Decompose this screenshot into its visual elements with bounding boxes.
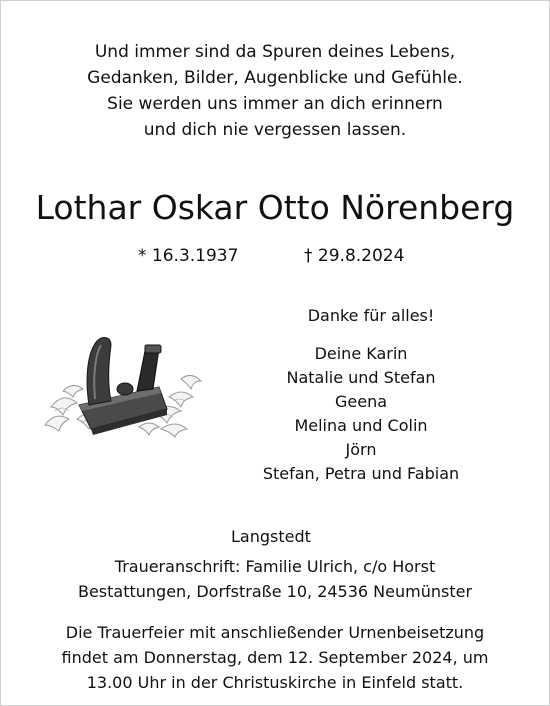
death-date: † 29.8.2024	[304, 246, 405, 266]
service-line: 13.00 Uhr in der Christuskirche in Einfeld statt.	[86, 673, 464, 692]
family-member: Melina und Colin	[294, 416, 428, 435]
thanks-text: Danke für alles!	[307, 306, 435, 325]
poem-line: Gedanken, Bilder, Augenblicke und Gefühle.	[87, 68, 463, 88]
family-member: Jörn	[345, 440, 377, 459]
poem-line: und dich nie vergessen lassen.	[143, 120, 407, 140]
wood-plane-icon	[41, 329, 206, 439]
service-line: Die Trauerfeier mit anschließender Urnenbeisetzung	[65, 623, 485, 642]
service-line: findet am Donnerstag, dem 12. September 2024, um	[61, 648, 489, 667]
family-list	[241, 342, 481, 486]
place-name: Langstedt	[231, 527, 311, 546]
poem-line: Sie werden uns immer an dich erinnern	[107, 94, 443, 114]
address-line: Bestattungen, Dorfstraße 10, 24536 Neumünster	[77, 582, 473, 601]
family-member: Geena	[334, 392, 388, 411]
poem-line: Und immer sind da Spuren deines Lebens,	[94, 42, 456, 62]
family-member: Deine Karin	[314, 344, 408, 363]
memorial-poem	[1, 39, 549, 143]
mourning-address	[1, 554, 549, 604]
deceased-name: Lothar Oskar Otto Nörenberg	[35, 188, 515, 227]
funeral-service-info	[1, 620, 549, 695]
birth-date: * 16.3.1937	[138, 246, 239, 266]
address-line: Traueranschrift: Familie Ulrich, c/o Horst	[114, 557, 436, 576]
family-member: Stefan, Petra und Fabian	[262, 464, 460, 483]
family-member: Natalie und Stefan	[286, 368, 436, 387]
